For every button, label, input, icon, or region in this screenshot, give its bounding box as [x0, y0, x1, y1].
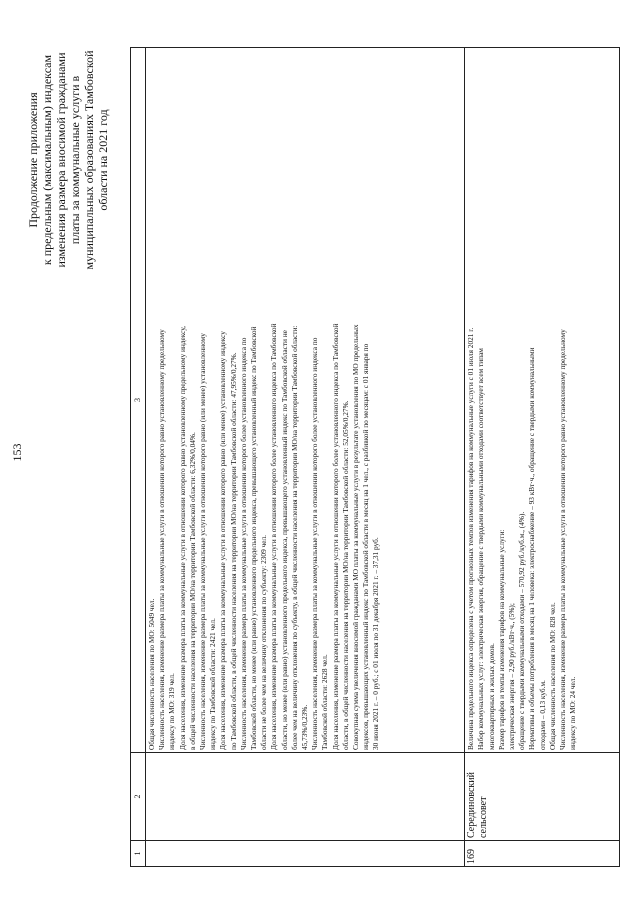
- info-line: 30 июня 2021 г. – 0 руб.; с 01 июля по 31 декабря 2021 г. – 37,31 руб.: [371, 537, 381, 750]
- row-number-cell: [146, 841, 465, 867]
- info-line: Набор коммунальных услуг: электрическая энергия, обращение с твердыми коммунальными отходами соответствует всем типам: [476, 348, 486, 750]
- info-line: Численность населения, изменение размера платы за коммунальные услуги в отношении которого равно установленному предельному: [157, 329, 167, 750]
- info-line: Нормативы и объемы потребления в месяц на 1 человека: электроснабжение – 93 кВт·ч., обращение с твердыми коммунальными: [527, 347, 537, 750]
- info-line: индексу по МО: 319 чел.: [167, 673, 177, 750]
- table-row: [465, 48, 620, 867]
- heading-line: муниципальных образованиях Тамбовской: [82, 50, 96, 270]
- table-header-row: [131, 48, 146, 867]
- page-number: 153: [10, 443, 24, 462]
- info-line: электрическая энергия – 2,90 руб./кВт·ч., (5%);: [507, 603, 517, 750]
- info-line: обращение с твердыми коммунальными отходами – 570,92 руб./куб.м., (4%).: [517, 511, 527, 750]
- info-line: Доля населения, изменение размера платы за коммунальные услуги в отношении которого равно (или менее) установленному индексу: [218, 331, 228, 750]
- info-line: Численность населения, изменение размера платы за коммунальные услуги в отношении которого равно установленному предельному: [558, 329, 568, 750]
- info-line: Доля населения, изменение размера платы за коммунальные услуги в отношении которого более установленного индекса по Тамбовской: [330, 323, 340, 750]
- info-line: 45,73%/0,23%.: [300, 704, 310, 750]
- info-line: отходами – 0,13 куб.м.: [537, 680, 547, 750]
- info-line: Доля населения, изменение размера платы за коммунальные услуги в отношении которого более установленного индекса по Тамбовской: [269, 323, 279, 750]
- info-line: Совокупная сумма увеличения вносимой гражданами МО платы за коммунальные услуги в результате установления по МО предельных: [351, 324, 361, 750]
- info-line: более чем на величину отклонения по субъекту, в общей численности населения на территории МО/на территории Тамбовской области:: [289, 325, 299, 750]
- row-name-cell: [146, 753, 465, 841]
- info-line: индексу по МО: 24 чел.: [568, 676, 578, 750]
- heading-line: области на 2021 год: [96, 109, 110, 211]
- info-line: индексу по Тамбовской области: 2421 чел.: [208, 618, 218, 750]
- info-line: в общей численности населения на территории МО/на территории Тамбовской области: 6,32%/0,04%.: [187, 432, 197, 750]
- row-info-cell: [146, 48, 465, 753]
- table-row: [146, 48, 465, 867]
- heading-line: платы за коммунальные услуги в: [68, 75, 82, 245]
- header-cell-name: 2: [131, 753, 146, 841]
- info-line: области не более чем на величину отклонения по субъекту: 2309 чел.: [259, 535, 269, 750]
- info-line: Размер тарифов и темпы изменения тарифов на коммунальные услуги:: [496, 529, 506, 750]
- info-line: области, в общей численности населения на территории МО/на территории Тамбовской области: 52,05%/0,27%.: [340, 400, 350, 750]
- header-cell-number: 1: [131, 841, 146, 867]
- info-line: Численность населения, изменение размера платы за коммунальные услуги в отношении которого более установленного индекса по: [238, 337, 248, 750]
- info-line: Тамбовской области, но менее (или равно) установленного предельного индекса, превышающего установленный индекс по Тамбовской: [249, 326, 259, 750]
- row-number-cell: 169: [465, 841, 620, 867]
- row-name-cell: Серединовский сельсовет: [465, 753, 620, 841]
- appendix-heading: [26, 15, 110, 305]
- heading-line: Продолжение приложения: [26, 92, 40, 228]
- header-cell-info: 3: [131, 48, 146, 753]
- heading-line: к предельным (максимальным) индексам: [40, 54, 54, 266]
- info-line: многоквартирных и жилых домов.: [486, 643, 496, 750]
- heading-line: изменения размера вносимой гражданами: [54, 52, 68, 268]
- info-line: Численность населения, изменение размера платы за коммунальные услуги в отношении которого равно (или менее) установленному: [198, 333, 208, 750]
- info-line: Величина предельного индекса определена с учетом прогнозных темпов изменения тарифов на коммунальные услуги с 01 июля 2021 г.: [466, 327, 476, 750]
- row-info-cell: [465, 48, 620, 753]
- info-line: Численность населения, изменение размера платы за коммунальные услуги в отношении которого более установленного индекса по: [310, 337, 320, 750]
- info-line: Тамбовской области: 2628 чел.: [320, 654, 330, 750]
- indices-table: [130, 47, 620, 867]
- info-line: индексов, превышающих установленный индекс по Тамбовской области в месяц на 1 чел., с разбивкой по месяцам: с 01 января по: [361, 343, 371, 750]
- info-line: Общая численность населения по МО: 5049 чел.: [147, 598, 156, 750]
- info-line: области, но менее (или равно) установленного предельного индекса, превышающего установленный индекс по Тамбовской области не: [279, 330, 289, 750]
- info-line: Общая численность населения по МО: 828 чел.: [547, 602, 557, 750]
- info-line: Доля населения, изменение размера платы за коммунальные услуги в отношении которого равно установленному предельному индексу,: [177, 326, 187, 750]
- info-line: по Тамбовской области, в общей численности населения на территории МО/на территории Тамбовской области: 47,95%/0,27%.: [228, 352, 238, 750]
